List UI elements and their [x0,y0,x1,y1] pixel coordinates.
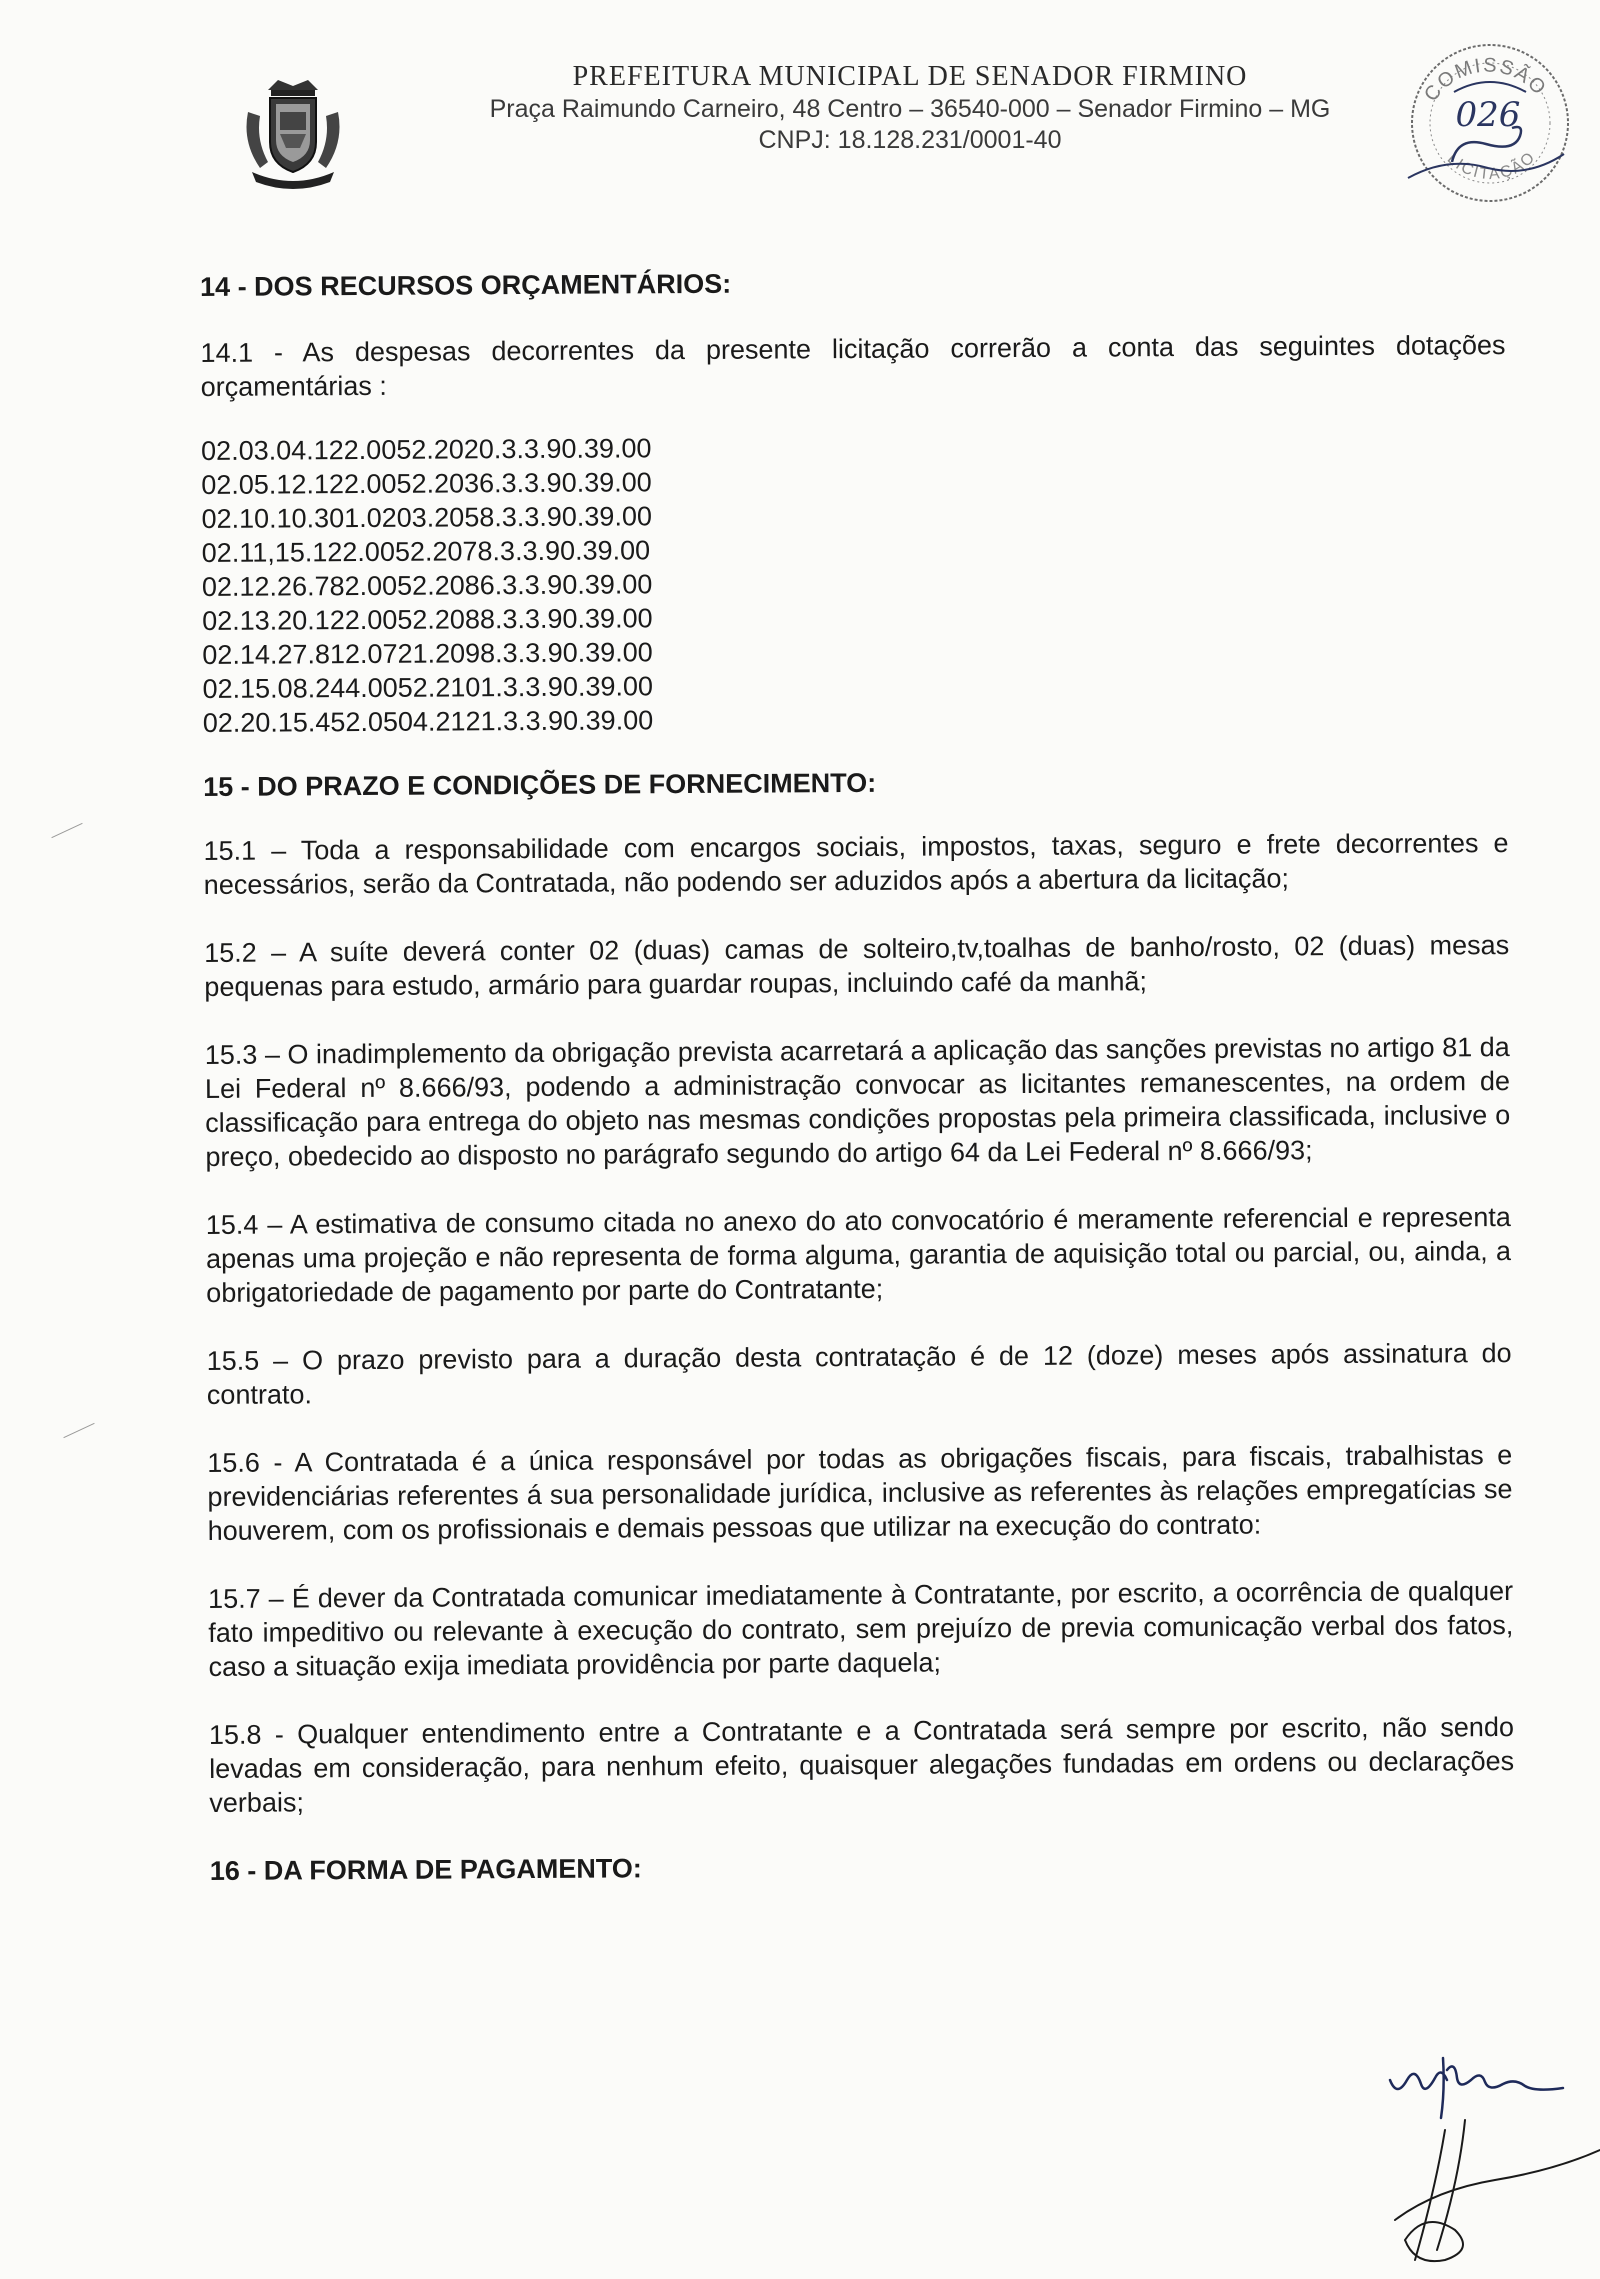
budget-code: 02.12.26.782.0052.2086.3.3.90.39.00 [201,569,653,602]
budget-code: 02.20.15.452.0504.2121.3.3.90.39.00 [202,705,654,738]
budget-code: 02.03.04.122.0052.2020.3.3.90.39.00 [201,433,652,466]
section-15-8-paragraph: 15.8 - Qualquer entendimento entre a Contratante e a Contratada será sempre por escrito, não sendo levadas em consideração, para nenhum efeito, quaisquer alegações fundadas em ordens ou declarações verbais; [208,1712,1515,1818]
budget-code: 02.10.10.301.0203.2058.3.3.90.39.00 [201,501,653,534]
section-15-heading: 15 - DO PRAZO E CONDIÇÕES DE FORNECIMENTO: [203,767,877,802]
municipality-address: Praça Raimundo Carneiro, 48 Centro – 36540-000 – Senador Firmino – MG [489,95,1331,123]
section-15-1-paragraph: 15.1 – Toda a responsabilidade com encargos sociais, impostos, taxas, seguro e frete decorrentes e necessários, serão da Contratada, não podendo ser aduzidos após a abertura da licitação; [203,828,1509,900]
section-15-3-paragraph: 15.3 – O inadimplemento da obrigação prevista acarretará a aplicação das sanções previstas no artigo 81 da Lei Federal nº 8.666/93, podendo a administração convocar as licitantes remanescentes, na ordem de classificação para entrega do objeto nas mesmas condições propostas pela primeira classificada, inclusive o preço, obedecido ao disposto no parágrafo segundo do artigo 64 da Lei Federal nº 8.666/93; [204,1032,1511,1172]
section-15-7-paragraph: 15.7 – É dever da Contratada comunicar imediatamente à Contratante, por escrito, a ocorrência de qualquer fato impeditivo ou relevante à execução do contrato, sem prejuízo de previa comunicação verbal dos fatos, caso a situação exija imediata providência por parte daquela; [208,1576,1514,1682]
stamp-top-text: COMISSÃO [1420,54,1552,106]
stamp-bottom-text: LICITAÇÃO [1443,148,1540,184]
budget-code: 02.05.12.122.0052.2036.3.3.90.39.00 [201,467,652,500]
section-15-6-paragraph: 15.6 - A Contratada é a única responsável por todas as obrigações fiscais, para fiscais, trabalhistas e previdenciárias referentes á sua personalidade jurídica, inclusive as referentes às relações empregatícias se houverem, com os profissionais e demais pessoas que utilizar na execução do contrato: [207,1440,1513,1546]
budget-code: 02.14.27.812.0721.2098.3.3.90.39.00 [202,637,653,670]
stamp-page-number: 026 [1455,95,1521,135]
budget-code: 02.15.08.244.0052.2101.3.3.90.39.00 [202,671,654,704]
municipal-crest-icon [238,72,348,192]
handwritten-initials-signature [1385,2040,1570,2120]
section-14-heading: 14 - DOS RECURSOS ORÇAMENTÁRIOS: [200,268,732,302]
section-16-heading: 16 - DA FORMA DE PAGAMENTO: [209,1853,642,1886]
budget-code-list [201,426,1508,740]
municipality-name: PREFEITURA MUNICIPAL DE SENADOR FIRMINO [572,61,1248,92]
section-14-1-paragraph: 14.1 - As despesas decorrentes da presente licitação correrão a conta das seguintes dotações orçamentárias : [200,330,1506,402]
section-15-2-paragraph: 15.2 – A suíte deverá conter 02 (duas) camas de solteiro,tv,toalhas de banho/rosto, 02 (duas) mesas pequenas para estudo, armário para guardar roupas, incluindo café da manhã; [204,930,1510,1002]
letterhead [420,60,1400,156]
handwritten-signature [1375,2110,1600,2270]
svg-text:LICITAÇÃO [1444,148,1540,183]
section-15-5-paragraph: 15.5 – O prazo previsto para a duração desta contratação é de 12 (doze) meses após assinatura do contrato. [206,1338,1512,1410]
budget-code: 02.11,15.122.0052.2078.3.3.90.39.00 [201,535,651,568]
margin-mark [63,1423,94,1438]
budget-code: 02.13.20.122.0052.2088.3.3.90.39.00 [202,603,653,636]
commission-stamp [1388,28,1588,208]
document-body [200,262,1515,1888]
margin-mark [51,823,82,838]
municipality-cnpj: CNPJ: 18.128.231/0001-40 [758,126,1062,154]
section-15-4-paragraph: 15.4 – A estimativa de consumo citada no anexo do ato convocatório é meramente referencial e representa apenas uma projeção e não representa de forma alguma, garantia de aquisição total ou parcial, ou, ainda, a obrigatoriedade de pagamento por parte do Contratante; [205,1202,1512,1308]
